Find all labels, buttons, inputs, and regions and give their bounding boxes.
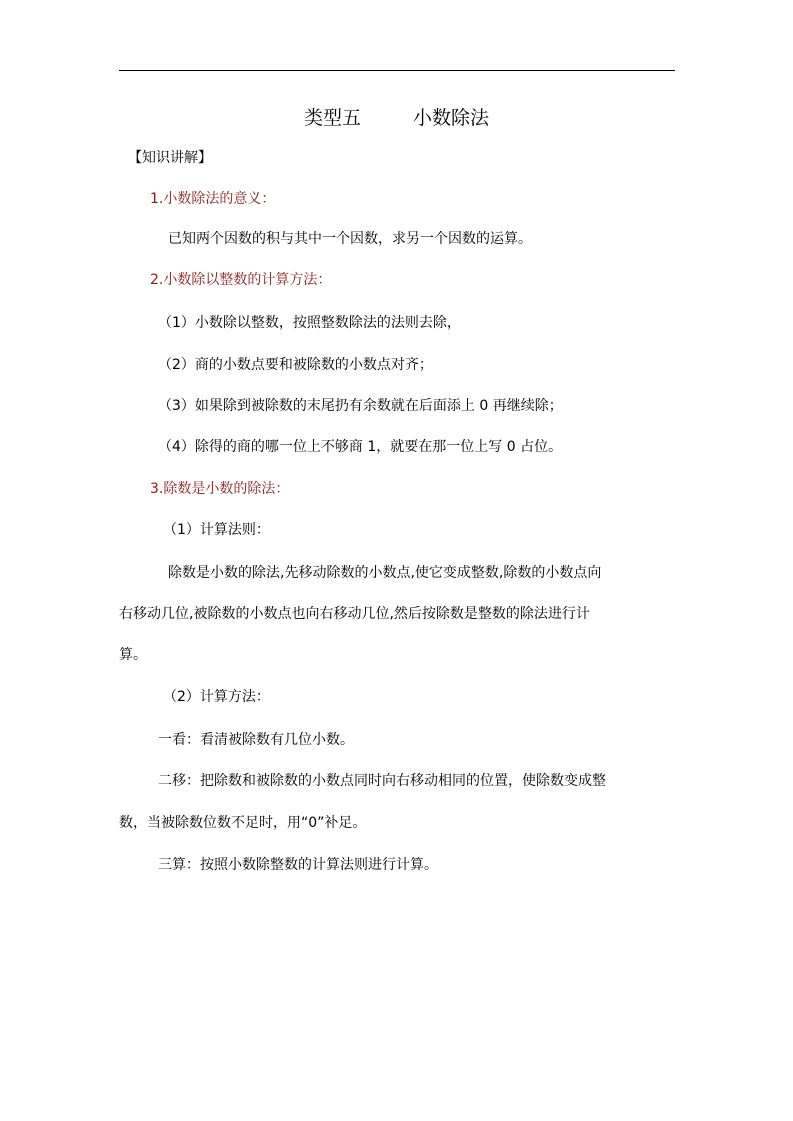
header-rule: [119, 70, 675, 71]
title-part-1: 类型五: [303, 107, 361, 129]
rule-1: （1）小数除以整数，按照整数除法的法则去除，: [158, 315, 461, 331]
paragraph-1-line-1: 除数是小数的除法,先移动除数的小数点,使它变成整数,除数的小数点向: [168, 565, 602, 581]
step-2-line-2: 数，当被除数位数不足时，用“0”补足。: [119, 815, 367, 831]
rule-4: （4）除得的商的哪一位上不够商 1，就要在那一位上写 0 占位。: [158, 439, 563, 455]
heading-2: 2.小数除以整数的计算方法：: [150, 272, 332, 288]
page-title: [0, 106, 793, 130]
paragraph-1-line-2: 右移动几位,被除数的小数点也向右移动几位,然后按除数是整数的除法进行计: [119, 606, 590, 622]
section-heading: 【知识讲解】: [128, 150, 212, 166]
subheading-2: （2）计算方法：: [163, 689, 270, 705]
title-part-2: 小数除法: [413, 107, 490, 129]
heading-3: 3.除数是小数的除法：: [150, 481, 290, 497]
step-2-line-1: 二移：把除数和被除数的小数点同时向右移动相同的位置，使除数变成整: [158, 773, 606, 789]
rule-2: （2）商的小数点要和被除数的小数点对齐；: [158, 357, 433, 373]
rule-3: （3）如果除到被除数的末尾扔有余数就在后面添上 0 再继续除；: [158, 398, 563, 414]
definition-text: 已知两个因数的积与其中一个因数，求另一个因数的运算。: [168, 231, 532, 247]
paragraph-1-line-3: 算。: [119, 647, 147, 663]
subheading-1: （1）计算法则：: [163, 522, 270, 538]
step-1: 一看：看清被除数有几位小数。: [158, 732, 354, 748]
step-3: 三算：按照小数除整数的计算法则进行计算。: [158, 857, 438, 873]
heading-1: 1.小数除法的意义：: [150, 191, 276, 207]
